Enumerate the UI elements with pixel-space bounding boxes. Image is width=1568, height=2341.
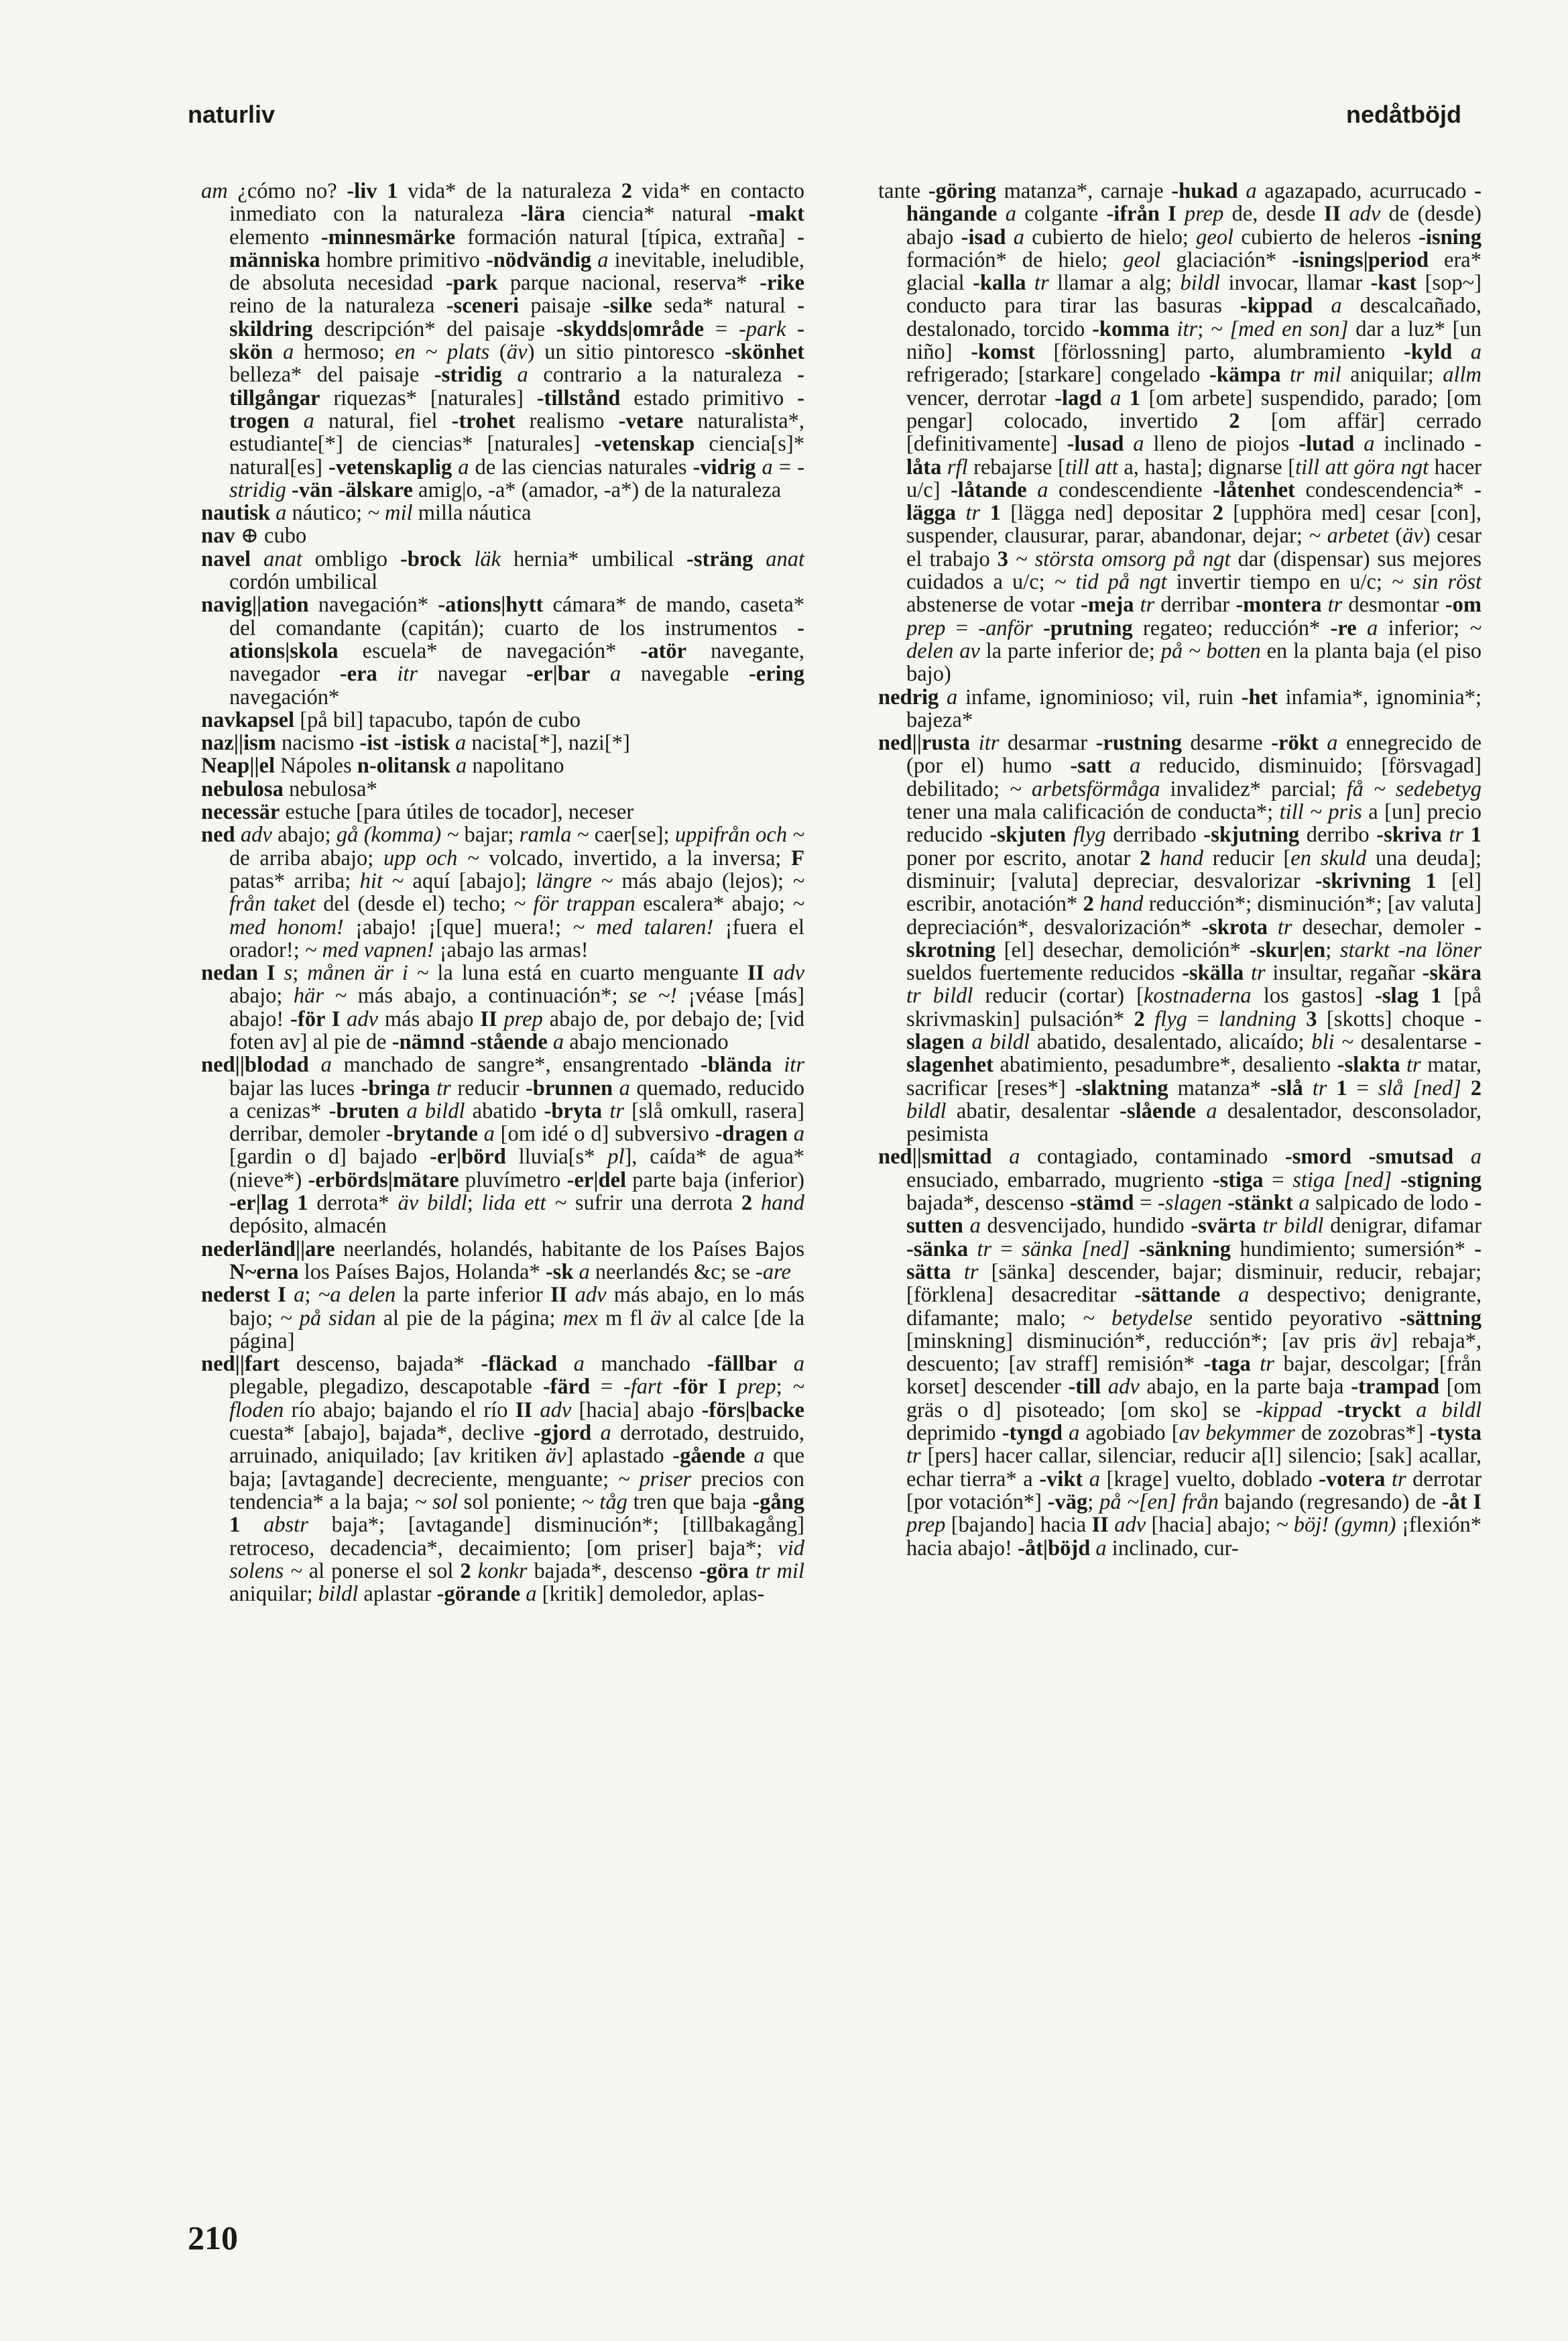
- dictionary-entry: nautisk a náutico; ~ mil milla náutica: [201, 501, 532, 526]
- dictionary-entry: necessär estuche [para útiles de tocador], neceser: [201, 800, 634, 825]
- dictionary-entry: ned||blodad a manchado de sangre*, ensangrentado -blända itr bajar las luces -bringa tr reducir -brunnen a quemado, reducido a cenizas* -bruten a bildl abatido -bryta tr [slå omkull, rasera] derribar, demoler -brytande a [om idé o d] subversivo -dragen a [gardin o d] bajado -er|börd lluvia[s* pl], caída* de agua* (nieve*) -erbörds|mätare pluvímetro -er|del parte baja (inferior) -er|lag 1 derrota* äv bildl; lida ett ~ sufrir una derrota 2 hand depósito, almacén: [201, 1053, 805, 1239]
- dictionary-entry: tante -göring matanza*, carnaje -hukad a agazapado, acurrucado -hängande a colgante -ifrån I prep de, desde II adv de (desde) abajo -isad a cubierto de hielo; geol cubierto de heleros -isning formación* de hielo; geol glaciación* -isnings|period era* glacial -kalla tr llamar a alg; bildl invocar, llamar -kast [sop~] conducto para tirar las basuras -kippad a descalcañado, destalonado, torcido -komma itr; ~ [med en son] dar a luz* [un niño] -komst [förlossning] parto, alumbramiento -kyld a refrigerado; [starkare] congelado -kämpa tr mil aniquilar; allm vencer, derrotar -lagd a 1 [om arbete] suspendido, parado; [om pengar] colocado, invertido 2 [om affär] cerrado [definitivamente] -lusad a lleno de piojos -lutad a inclinado -låta rfl rebajarse [till att a, hasta]; dignarse [till att göra ngt hacer u/c] -låtande a condescendiente -låtenhet condescendencia* -lägga tr 1 [lägga ned] depositar 2 [upphöra med] cesar [con], suspender, clausurar, parar, abandonar, dejar; ~ arbetet (äv) cesar el trabajo 3 ~ största omsorg på ngt dar (dispensar) sus mejores cuidados a u/c; ~ tid på ngt invertir tiempo en u/c; ~ sin röst abstenerse de votar -meja tr derribar -montera tr desmontar -om prep = -anför -prutning regateo; reducción* -re a inferior; ~ delen av la parte inferior de; på ~ botten en la planta baja (el piso bajo): [878, 179, 1482, 687]
- right-column: [878, 180, 1482, 1560]
- left-column: [201, 180, 804, 1605]
- dictionary-entry: am ¿cómo no? -liv 1 vida* de la naturaleza 2 vida* en contacto inmediato con la naturaleza -lära ciencia* natural -makt elemento -minnesmärke formación natural [típica, extraña] -människa hombre primitivo -nödvändig a inevitable, ineludible, de absoluta necesidad -park parque nacional, reserva* -rike reino de la naturaleza -sceneri paisaje -silke seda* natural -skildring descripción* del paisaje -skydds|område = -park -skön a hermoso; en ~ plats (äv) un sitio pintoresco -skönhet belleza* del paisaje -stridig a contrario a la naturaleza -tillgångar riquezas* [naturales] -tillstånd estado primitivo -trogen a natural, fiel -trohet realismo -vetare naturalista*, estudiante[*] de ciencias* [naturales] -vetenskap ciencia[s]* natural[es] -vetenskaplig a de las ciencias naturales -vidrig a = -stridig -vän -älskare amig|o, -a* (amador, -a*) de la naturaleza: [201, 179, 805, 502]
- dictionary-entry: ned||rusta itr desarmar -rustning desarme -rökt a ennegrecido de (por el) humo -satt a reducido, disminuido; [försvagad] debilitado; ~ arbetsförmåga invalidez* parcial; få ~ sedebetyg tener una mala calificación de conducta*; till ~ pris a [un] precio reducido -skjuten flyg derribado -skjutning derribo -skriva tr 1 poner por escrito, anotar 2 hand reducir [en skuld una deuda]; disminuir; [valuta] depreciar, desvalorizar -skrivning 1 [el] escribir, anotación* 2 hand reducción*; disminución*; [av valuta] depreciación*, desvalorización* -skrota tr desechar, demoler -skrotning [el] desechar, demolición* -skur|en; starkt -na löner sueldos fuertemente reducidos -skälla tr insultar, regañar -skära tr bildl reducir (cortar) [kostnaderna los gastos] -slag 1 [på skrivmaskin] pulsación* 2 flyg = landning 3 [skotts] choque -slagen a bildl abatido, desalentado, alicaído; bli ~ desalentarse -slagenhet abatimiento, pesadumbre*, desaliento -slakta tr matar, sacrificar [reses*] -slaktning matanza* -slå tr 1 = slå [ned] 2 bildl abatir, desalentar -slående a desalentador, desconsolador, pesimista: [878, 731, 1482, 1147]
- running-header: [188, 101, 1461, 141]
- dictionary-entry: nedan I s; månen är i ~ la luna está en cuarto menguante II adv abajo; här ~ más abajo, a continuación*; se ~! ¡véase [más] abajo! -för I adv más abajo II prep abajo de, por debajo de; [vid foten av] al pie de -nämnd -stående a abajo mencionado: [201, 961, 805, 1054]
- dictionary-entry: ned||fart descenso, bajada* -fläckad a manchado -fällbar a plegable, plegadizo, descapotable -färd = -fart -för I prep; ~ floden río abajo; bajando el río II adv [hacia] abajo -förs|backe cuesta* [abajo], bajada*, declive -gjord a derrotado, destruido, arruinado, aniquilado; [av kritiken äv] aplastado -gående a que baja; [avtagande] decreciente, menguante; ~ priser precios con tendencia* a la baja; ~ sol sol poniente; ~ tåg tren que baja -gång 1 abstr baja*; [avtagande] disminución*; [tillbakagång] retroceso, decadencia*, decaimiento; [om priser] baja*; vid solens ~ al ponerse el sol 2 konkr bajada*, descenso -göra tr mil aniquilar; bildl aplastar -görande a [kritik] demoledor, aplas-: [201, 1352, 805, 1607]
- dictionary-entry: navel anat ombligo -brock läk hernia* umbilical -sträng anat cordón umbilical: [201, 547, 805, 595]
- dictionary-entry: nederländ||are neerlandés, holandés, habitante de los Países Bajos N~erna los Países Bajos, Holanda* -sk a neerlandés &c; se -are: [201, 1237, 804, 1284]
- dictionary-entry: ned||smittad a contagiado, contaminado -smord -smutsad a ensuciado, embarrado, mugriento -stiga = stiga [ned] -stigning bajada*, descenso -stämd = -slagen -stänkt a salpicado de lodo -sutten a desvencijado, hundido -svärta tr bildl denigrar, difamar -sänka tr = sänka [ned] -sänkning hundimiento; sumersión* -sätta tr [sänka] descender, bajar; disminuir, reducir, rebajar; [förklena] desacreditar -sättande a despectivo; denigrante, difamante; malo; ~ betydelse sentido peyorativo -sättning [minskning] disminución*, reducción*; [av pris äv] rebaja*, descuento; [av straff] remisión* -taga tr bajar, descolgar; [från korset] descender -till adv abajo, en la parte baja -trampad [om gräs o d] pisoteado; [om sko] se -kippad -tryckt a bildl deprimido -tyngd a agobiado [av bekymmer de zozobras*] -tysta tr [pers] hacer callar, silenciar, reducir a[l] silencio; [sak] acallar, echar tierra* a -vikt a [krage] vuelto, doblado -votera tr derrotar [por votación*] -väg; på ~[en] från bajando (regresando) de -åt I prep [bajando] hacia II adv [hacia] abajo; ~ böj! (gymn) ¡flexión* hacia abajo! -åt|böjd a inclinado, cur-: [878, 1145, 1482, 1560]
- header-left-guideword: naturliv: [188, 101, 276, 128]
- page-number: 210: [188, 2219, 238, 2257]
- dictionary-entry: Neap||el Nápoles n-olitansk a napolitano: [201, 754, 564, 779]
- dictionary-entry: nedrig a infame, ignominioso; vil, ruin -het infamia*, ignominia*; bajeza*: [878, 685, 1482, 732]
- dictionary-entry: nederst I a; ~a delen la parte inferior II adv más abajo, en lo más bajo; ~ på sidan al pie de la página; mex m fl äv al calce [de la página]: [201, 1283, 805, 1353]
- dictionary-entry: navig||ation navegación* -ations|hytt cámara* de mando, caseta* del comandante (capitán); cuarto de los instrumentos -ations|skola escuela* de navegación* -atör navegante, navegador -era itr navegar -er|bar a navegable -ering navegación*: [201, 593, 805, 709]
- dictionary-entry: nav ⊕ cubo: [201, 524, 307, 549]
- dictionary-entry: naz||ism nacismo -ist -istisk a nacista[*], nazi[*]: [201, 731, 630, 756]
- dictionary-entry: navkapsel [på bil] tapacubo, tapón de cubo: [201, 707, 581, 732]
- dictionary-entry: ned adv abajo; gå (komma) ~ bajar; ramla ~ caer[se]; uppifrån och ~ de arriba abajo; upp och ~ volcado, invertido, a la inversa; F patas* arriba; hit ~ aquí [abajo]; längre ~ más abajo (lejos); ~ från taket del (desde el) techo; ~ för trappan escalera* abajo; ~ med honom! ¡abajo! ¡[que] muera!; ~ med talaren! ¡fuera el orador!; ~ med vapnen! ¡abajo las armas!: [201, 823, 805, 962]
- dictionary-entry: nebulosa nebulosa*: [201, 777, 377, 801]
- header-right-guideword: nedåtböjd: [1346, 101, 1461, 128]
